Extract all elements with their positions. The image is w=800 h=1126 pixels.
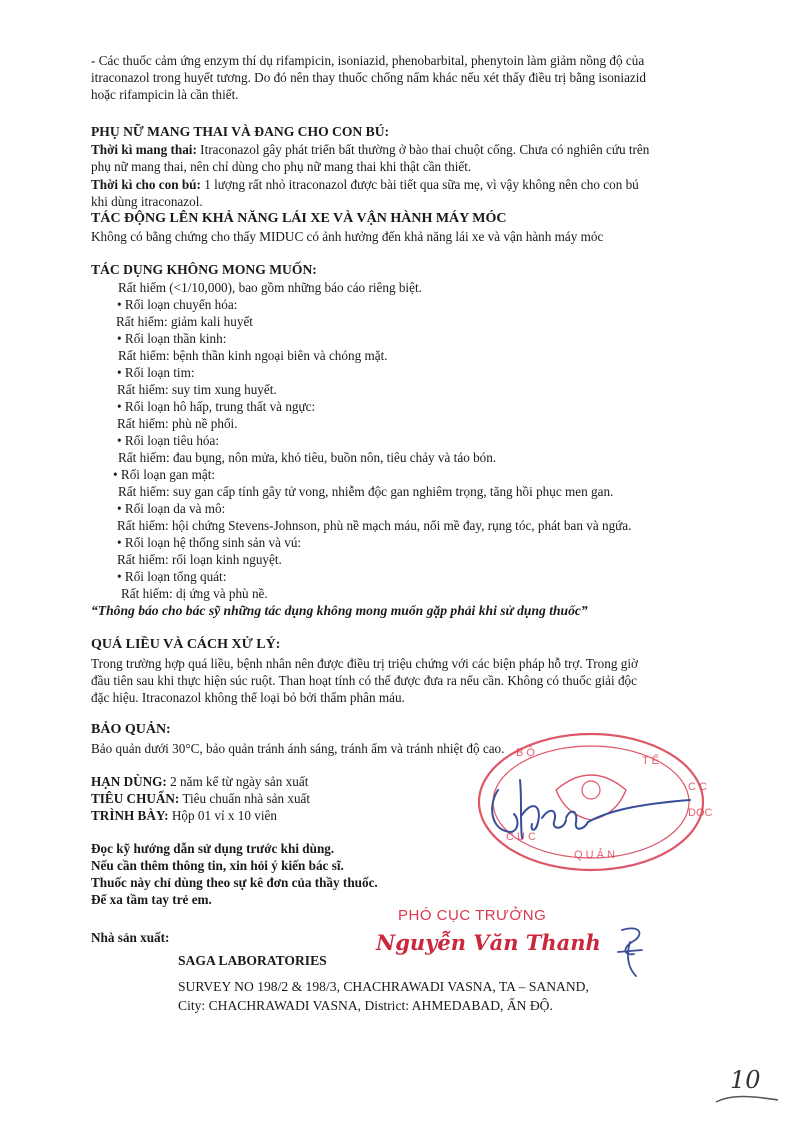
pack-value: Hộp 01 vỉ x 10 viên: [168, 808, 277, 823]
expiry-line: [91, 774, 308, 790]
side-effect-description: Rất hiếm: phù nề phổi.: [117, 416, 238, 431]
manufacturer-name: SAGA LABORATORIES: [178, 953, 327, 968]
pregnancy-line-1: [91, 142, 649, 158]
expiry-value: 2 năm kể từ ngày sản xuất: [166, 774, 309, 789]
svg-text:B Ộ: B Ộ: [516, 747, 535, 759]
pregnancy-heading: PHỤ NỮ MANG THAI VÀ ĐANG CHO CON BÚ:: [91, 124, 390, 139]
side-effect-description: Rất hiếm: đau bụng, nôn mửa, khó tiêu, buồn nôn, tiêu chảy và táo bón.: [118, 450, 497, 465]
side-effect-category: • Rối loạn da và mô:: [117, 501, 226, 516]
pack-line: [91, 808, 277, 824]
overdose-heading: QUÁ LIỀU VÀ CÁCH XỬ LÝ:: [91, 637, 281, 652]
pregnant-label: Thời kì mang thai:: [91, 142, 197, 157]
svg-text:DỌC: DỌC: [688, 807, 713, 819]
side-effect-category: • Rối loạn tiêu hóa:: [117, 433, 220, 448]
side-effect-description: Rất hiếm: rối loạn kinh nguyệt.: [117, 552, 282, 567]
standard-value: Tiêu chuẩn nhà sản xuất: [179, 791, 311, 806]
warning-line-4: Để xa tầm tay trẻ em.: [91, 892, 212, 907]
doctor-notice: “Thông báo cho bác sỹ những tác dụng không mong muốn gặp phải khi sử dụng thuốc”: [91, 603, 588, 618]
pack-label: TRÌNH BÀY:: [91, 808, 169, 823]
manufacturer-label: Nhà sản xuất:: [91, 930, 170, 945]
standard-line: [91, 791, 310, 807]
nursing-label: Thời kì cho con bú:: [91, 177, 201, 192]
svg-text:C Ụ C: C Ụ C: [506, 831, 536, 843]
side-effects-heading: TÁC DỤNG KHÔNG MONG MUỐN:: [91, 262, 317, 277]
expiry-label: HẠN DÙNG:: [91, 774, 167, 789]
side-effect-category: • Rối loạn gan mật:: [113, 467, 216, 482]
warning-line-3: Thuốc này chỉ dùng theo sự kê đơn của thầy thuốc.: [91, 875, 378, 890]
storage-text: Bảo quản dưới 30°C, bảo quản tránh ánh sáng, tránh ẩm và tránh nhiệt độ cao.: [91, 741, 505, 756]
manufacturer-address-1: SURVEY NO 198/2 & 198/3, CHACHRAWADI VASNA, TA – SANAND,: [178, 979, 589, 994]
intro-line-2: itraconazol trong huyết tương. Do đó nên thay thuốc chống nấm khác nếu xét thấy điều trị bằng isoniazid: [91, 70, 647, 85]
pregnancy-line-2: phụ nữ mang thai, nên chỉ dùng cho phụ nữ mang thai khi thật cần thiết.: [91, 159, 472, 174]
official-name: Nguyễn Văn Thanh: [376, 930, 601, 955]
intro-line-1: - Các thuốc cảm ứng enzym thí dụ rifampicin, isoniazid, phenobarbital, phenytoin làm giảm nồng độ của: [91, 53, 645, 68]
manufacturer-address-2: City: CHACHRAWADI VASNA, District: AHMEDABAD, ẤN ĐỘ.: [178, 998, 553, 1013]
signature: [470, 760, 710, 850]
overdose-line-3: đặc hiệu. Itraconazol không thể loại bỏ bởi thẩm phân máu.: [91, 690, 405, 705]
side-effect-description: Rất hiếm: dị ứng và phù nề.: [121, 586, 268, 601]
overdose-line-1: Trong trường hợp quá liều, bệnh nhân nên được điều trị triệu chứng với các biện pháp hỗ trợ. Trong giờ: [91, 656, 638, 671]
side-effect-category: • Rối loạn tổng quát:: [117, 569, 227, 584]
initial-mark: [612, 922, 652, 982]
side-effect-description: Rất hiếm: giảm kali huyết: [116, 314, 253, 329]
side-effect-category: • Rối loạn thần kinh:: [117, 331, 227, 346]
side-effect-description: Rất hiếm: suy tim xung huyết.: [117, 382, 277, 397]
side-effect-category: • Rối loạn hệ thống sinh sản và vú:: [117, 535, 302, 550]
side-effect-category: • Rối loạn tim:: [117, 365, 195, 380]
nursing-line-1: [91, 177, 639, 193]
side-effect-description: Rất hiếm: bệnh thần kinh ngoại biên và chóng mặt.: [118, 348, 388, 363]
side-effects-intro: Rất hiếm (<1/10,000), bao gồm những báo cáo riêng biệt.: [118, 280, 422, 295]
nursing-line-2: khi dùng itraconazol.: [91, 194, 203, 209]
driving-text: Không có bằng chứng cho thấy MIDUC có ảnh hưởng đến khả năng lái xe và vận hành máy móc: [91, 229, 604, 244]
storage-heading: BẢO QUẢN:: [91, 722, 171, 737]
page-mark: 10: [730, 1066, 761, 1094]
side-effect-description: Rất hiếm: hội chứng Stevens-Johnson, phù nề mạch máu, nổi mề đay, rụng tóc, phát ban và ngứa.: [117, 518, 632, 533]
svg-text:T Ế: T Ế: [642, 755, 659, 767]
official-title: PHÓ CỤC TRƯỞNG: [398, 907, 547, 924]
warning-line-1: Đọc kỹ hướng dẫn sử dụng trước khi dùng.: [91, 841, 335, 856]
driving-heading: TÁC ĐỘNG LÊN KHẢ NĂNG LÁI XE VÀ VẬN HÀNH MÁY MÓC: [91, 211, 507, 226]
svg-text:Q U Ả N: Q U Ả N: [574, 849, 615, 861]
nursing-text-1: 1 lượng rất nhỏ itraconazol được bài tiết qua sữa mẹ, vì vậy không nên cho con bú: [200, 177, 639, 192]
overdose-line-2: đầu tiên sau khi thực hiện súc ruột. Than hoạt tính có thể được đưa ra nếu cần. Không có thuốc giải độc: [91, 673, 637, 688]
standard-label: TIÊU CHUẨN:: [91, 791, 180, 806]
intro-line-3: hoặc rifampicin là cần thiết.: [91, 87, 239, 102]
page-mark-underline: [712, 1090, 782, 1110]
warning-line-2: Nếu cần thêm thông tin, xin hỏi ý kiến bác sĩ.: [91, 858, 344, 873]
side-effect-description: Rất hiếm: suy gan cấp tính gây tử vong, nhiễm độc gan nghiêm trọng, tăng hồi phục men gan.: [118, 484, 614, 499]
pregnant-text-1: Itraconazol gây phát triển bất thường ở bào thai chuột cống. Chưa có nghiên cứu trên: [196, 142, 650, 157]
side-effect-category: • Rối loạn hô hấp, trung thất và ngực:: [117, 399, 316, 414]
side-effect-category: • Rối loạn chuyển hóa:: [117, 297, 238, 312]
svg-text:C C: C C: [688, 781, 707, 793]
